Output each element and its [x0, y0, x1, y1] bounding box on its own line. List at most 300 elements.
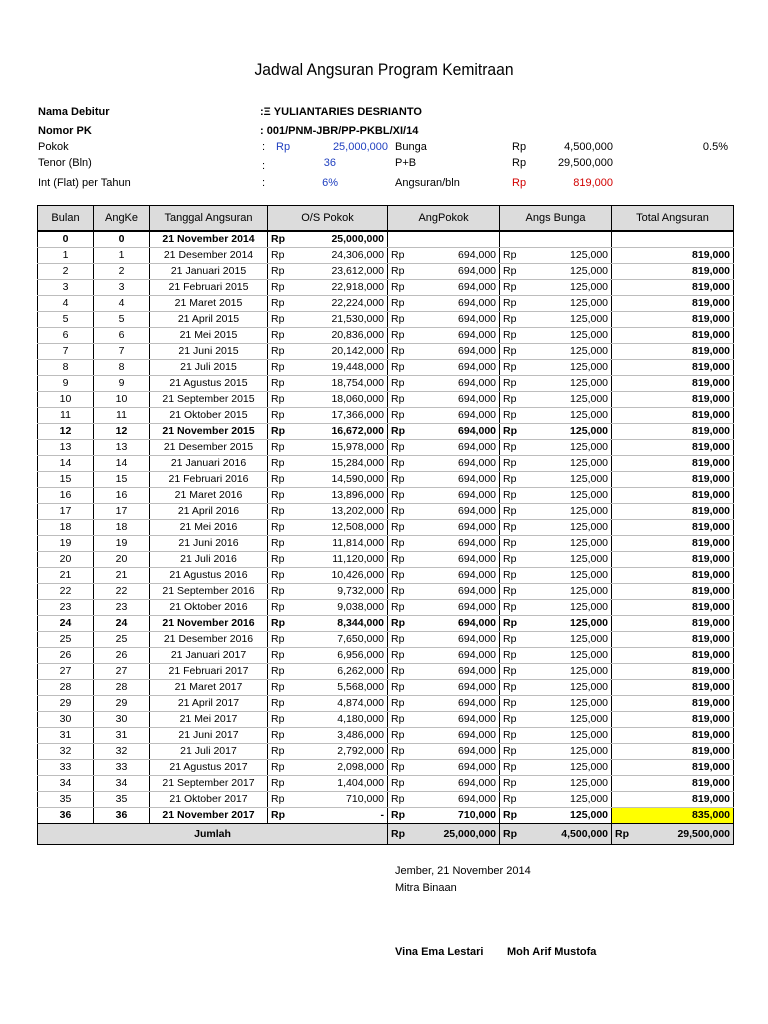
cell-bulan: 11 [38, 408, 94, 424]
pb-value: 29,500,000 [557, 157, 613, 169]
cell-angs-bunga: 125,000 [522, 728, 612, 744]
table-row [38, 584, 734, 600]
total-label: Jumlah [38, 824, 388, 845]
cell-angs-bunga [522, 231, 612, 248]
cell-bunga-rp: Rp [500, 472, 522, 488]
table-row [38, 760, 734, 776]
cell-os-rp: Rp [268, 648, 290, 664]
cell-total-angsuran: 819,000 [612, 760, 734, 776]
cell-bulan: 30 [38, 712, 94, 728]
cell-os-rp: Rp [268, 344, 290, 360]
cell-angpokok: 694,000 [410, 536, 500, 552]
nomor-pk-label: Nomor PK [38, 125, 92, 137]
cell-angke: 35 [94, 792, 150, 808]
cell-angpokok: 694,000 [410, 616, 500, 632]
cell-angpokok: 694,000 [410, 408, 500, 424]
cell-angke: 15 [94, 472, 150, 488]
cell-pokok-rp [388, 231, 410, 248]
table-row [38, 520, 734, 536]
cell-bulan: 19 [38, 536, 94, 552]
table-row [38, 440, 734, 456]
cell-os-rp: Rp [268, 408, 290, 424]
cell-os-rp: Rp [268, 728, 290, 744]
cell-total-angsuran: 819,000 [612, 696, 734, 712]
cell-bulan: 12 [38, 424, 94, 440]
cell-angs-bunga: 125,000 [522, 680, 612, 696]
cell-total-angsuran: 835,000 [612, 808, 734, 824]
cell-bunga-rp: Rp [500, 424, 522, 440]
cell-bunga-rp: Rp [500, 696, 522, 712]
cell-tanggal: 21 Maret 2016 [150, 488, 268, 504]
cell-bunga-rp: Rp [500, 408, 522, 424]
cell-bunga-rp: Rp [500, 664, 522, 680]
cell-bunga-rp: Rp [500, 728, 522, 744]
cell-bunga-rp: Rp [500, 440, 522, 456]
cell-angs-bunga: 125,000 [522, 488, 612, 504]
cell-bulan: 21 [38, 568, 94, 584]
cell-angs-bunga: 125,000 [522, 744, 612, 760]
cell-angs-bunga: 125,000 [522, 808, 612, 824]
cell-angpokok: 694,000 [410, 696, 500, 712]
schedule-table [37, 205, 734, 845]
cell-bulan: 18 [38, 520, 94, 536]
cell-bunga-rp: Rp [500, 488, 522, 504]
cell-os-pokok: 20,142,000 [290, 344, 388, 360]
col-header-angpokok: AngPokok [388, 206, 500, 232]
cell-bunga-rp: Rp [500, 776, 522, 792]
cell-angs-bunga: 125,000 [522, 360, 612, 376]
cell-bulan: 31 [38, 728, 94, 744]
cell-bunga-rp: Rp [500, 248, 522, 264]
cell-os-pokok: 4,180,000 [290, 712, 388, 728]
total-bunga-rp: Rp [500, 824, 522, 845]
bunga-value: 4,500,000 [564, 141, 613, 153]
cell-bunga-rp: Rp [500, 712, 522, 728]
cell-tanggal: 21 Oktober 2015 [150, 408, 268, 424]
cell-os-pokok: 18,754,000 [290, 376, 388, 392]
cell-os-rp: Rp [268, 280, 290, 296]
cell-bulan: 9 [38, 376, 94, 392]
table-row [38, 248, 734, 264]
cell-angpokok: 694,000 [410, 440, 500, 456]
cell-angs-bunga: 125,000 [522, 536, 612, 552]
cell-pokok-rp: Rp [388, 696, 410, 712]
cell-os-pokok: 3,486,000 [290, 728, 388, 744]
cell-bulan: 8 [38, 360, 94, 376]
cell-angke: 27 [94, 664, 150, 680]
cell-angpokok: 694,000 [410, 760, 500, 776]
cell-os-pokok: 17,366,000 [290, 408, 388, 424]
cell-tanggal: 21 Mei 2017 [150, 712, 268, 728]
cell-os-rp: Rp [268, 248, 290, 264]
col-header-angke: AngKe [94, 206, 150, 232]
cell-bunga-rp [500, 231, 522, 248]
cell-total-angsuran: 819,000 [612, 680, 734, 696]
cell-total-angsuran: 819,000 [612, 648, 734, 664]
cell-bulan: 6 [38, 328, 94, 344]
cell-os-pokok: 6,262,000 [290, 664, 388, 680]
total-angsuran [612, 824, 734, 845]
cell-angke: 5 [94, 312, 150, 328]
cell-pokok-rp: Rp [388, 680, 410, 696]
cell-total-angsuran: 819,000 [612, 280, 734, 296]
cell-total-angsuran: 819,000 [612, 376, 734, 392]
cell-bunga-rp: Rp [500, 568, 522, 584]
total-pokok-rp: Rp [388, 824, 410, 845]
cell-angpokok: 694,000 [410, 376, 500, 392]
cell-os-pokok: - [290, 808, 388, 824]
cell-tanggal: 21 November 2016 [150, 616, 268, 632]
col-header-total: Total Angsuran [612, 206, 734, 232]
cell-os-rp: Rp [268, 440, 290, 456]
cell-angpokok: 694,000 [410, 296, 500, 312]
cell-os-pokok: 1,404,000 [290, 776, 388, 792]
total-angsuran-value: 29,500,000 [677, 827, 731, 840]
table-row [38, 792, 734, 808]
cell-pokok-rp: Rp [388, 536, 410, 552]
cell-angpokok: 694,000 [410, 360, 500, 376]
cell-angs-bunga: 125,000 [522, 408, 612, 424]
cell-total-angsuran: 819,000 [612, 296, 734, 312]
cell-os-pokok: 5,568,000 [290, 680, 388, 696]
cell-total-angsuran: 819,000 [612, 456, 734, 472]
tenor-value: 36 [323, 157, 336, 169]
table-header-row [38, 206, 734, 232]
cell-angke: 31 [94, 728, 150, 744]
cell-os-pokok: 4,874,000 [290, 696, 388, 712]
table-row [38, 776, 734, 792]
cell-angke: 4 [94, 296, 150, 312]
cell-angke: 22 [94, 584, 150, 600]
cell-pokok-rp: Rp [388, 424, 410, 440]
cell-os-pokok: 22,224,000 [290, 296, 388, 312]
cell-tanggal: 21 Februari 2016 [150, 472, 268, 488]
cell-angke: 30 [94, 712, 150, 728]
cell-total-angsuran: 819,000 [612, 776, 734, 792]
cell-os-rp: Rp [268, 328, 290, 344]
cell-bulan: 23 [38, 600, 94, 616]
cell-bunga-rp: Rp [500, 744, 522, 760]
cell-os-rp: Rp [268, 792, 290, 808]
cell-bulan: 22 [38, 584, 94, 600]
cell-bunga-rp: Rp [500, 456, 522, 472]
cell-bulan: 27 [38, 664, 94, 680]
cell-angke: 1 [94, 248, 150, 264]
cell-total-angsuran: 819,000 [612, 664, 734, 680]
table-row [38, 632, 734, 648]
table-row [38, 264, 734, 280]
cell-pokok-rp: Rp [388, 808, 410, 824]
nama-debitur-value: :Ξ YULIANTARIES DESRIANTO [260, 106, 422, 118]
cell-total-angsuran: 819,000 [612, 360, 734, 376]
cell-angke: 32 [94, 744, 150, 760]
cell-os-pokok: 18,060,000 [290, 392, 388, 408]
cell-bulan: 16 [38, 488, 94, 504]
cell-total-angsuran: 819,000 [612, 616, 734, 632]
cell-bunga-rp: Rp [500, 264, 522, 280]
col-header-angs-bunga: Angs Bunga [500, 206, 612, 232]
cell-bulan: 17 [38, 504, 94, 520]
cell-tanggal: 21 Oktober 2017 [150, 792, 268, 808]
angsuran-label: Angsuran/bln [395, 177, 460, 189]
cell-bunga-rp: Rp [500, 552, 522, 568]
table-row [38, 280, 734, 296]
cell-tanggal: 21 April 2015 [150, 312, 268, 328]
cell-os-pokok: 2,792,000 [290, 744, 388, 760]
cell-angpokok: 694,000 [410, 472, 500, 488]
cell-bulan: 36 [38, 808, 94, 824]
cell-tanggal: 21 September 2016 [150, 584, 268, 600]
total-angsuran-rp: Rp [615, 827, 630, 840]
cell-pokok-rp: Rp [388, 520, 410, 536]
table-row [38, 424, 734, 440]
cell-angke: 9 [94, 376, 150, 392]
cell-os-rp: Rp [268, 632, 290, 648]
cell-pokok-rp: Rp [388, 600, 410, 616]
cell-os-pokok: 24,306,000 [290, 248, 388, 264]
cell-total-angsuran: 819,000 [612, 712, 734, 728]
pokok-colon: : [262, 141, 266, 153]
cell-os-rp: Rp [268, 231, 290, 248]
cell-os-rp: Rp [268, 568, 290, 584]
cell-angs-bunga: 125,000 [522, 760, 612, 776]
cell-tanggal: 21 Februari 2017 [150, 664, 268, 680]
cell-tanggal: 21 Maret 2015 [150, 296, 268, 312]
cell-bulan: 29 [38, 696, 94, 712]
cell-bulan: 28 [38, 680, 94, 696]
cell-pokok-rp: Rp [388, 376, 410, 392]
pokok-value: 25,000,000 [332, 141, 388, 153]
cell-pokok-rp: Rp [388, 648, 410, 664]
cell-total-angsuran: 819,000 [612, 600, 734, 616]
cell-bulan: 5 [38, 312, 94, 328]
cell-total-angsuran: 819,000 [612, 488, 734, 504]
cell-angs-bunga: 125,000 [522, 504, 612, 520]
cell-bulan: 34 [38, 776, 94, 792]
nama-debitur-label: Nama Debitur [38, 106, 110, 118]
cell-os-rp: Rp [268, 696, 290, 712]
cell-angs-bunga: 125,000 [522, 616, 612, 632]
cell-bunga-rp: Rp [500, 616, 522, 632]
col-header-os-pokok: O/S Pokok [268, 206, 388, 232]
cell-angke: 2 [94, 264, 150, 280]
cell-angke: 18 [94, 520, 150, 536]
angsuran-rp: Rp [512, 177, 527, 189]
cell-os-rp: Rp [268, 296, 290, 312]
cell-angke: 26 [94, 648, 150, 664]
cell-angke: 23 [94, 600, 150, 616]
cell-os-rp: Rp [268, 504, 290, 520]
cell-pokok-rp: Rp [388, 264, 410, 280]
cell-pokok-rp: Rp [388, 632, 410, 648]
cell-angs-bunga: 125,000 [522, 248, 612, 264]
cell-tanggal: 21 November 2017 [150, 808, 268, 824]
cell-total-angsuran: 819,000 [612, 264, 734, 280]
table-row [38, 344, 734, 360]
cell-bulan: 3 [38, 280, 94, 296]
cell-tanggal: 21 Juni 2015 [150, 344, 268, 360]
cell-angpokok: 694,000 [410, 488, 500, 504]
total-pokok: 25,000,000 [410, 824, 500, 845]
cell-os-rp: Rp [268, 776, 290, 792]
cell-total-angsuran: 819,000 [612, 504, 734, 520]
cell-bulan: 35 [38, 792, 94, 808]
cell-angs-bunga: 125,000 [522, 584, 612, 600]
total-row [38, 824, 734, 845]
table-row [38, 488, 734, 504]
cell-os-pokok: 12,508,000 [290, 520, 388, 536]
cell-tanggal: 21 Mei 2015 [150, 328, 268, 344]
table-row [38, 231, 734, 248]
cell-angke: 12 [94, 424, 150, 440]
cell-tanggal: 21 Februari 2015 [150, 280, 268, 296]
cell-angpokok: 694,000 [410, 792, 500, 808]
cell-total-angsuran: 819,000 [612, 472, 734, 488]
cell-angpokok: 694,000 [410, 424, 500, 440]
cell-os-pokok: 25,000,000 [290, 231, 388, 248]
cell-os-pokok: 11,120,000 [290, 552, 388, 568]
table-row [38, 376, 734, 392]
cell-pokok-rp: Rp [388, 248, 410, 264]
cell-os-pokok: 15,978,000 [290, 440, 388, 456]
cell-angs-bunga: 125,000 [522, 456, 612, 472]
cell-tanggal: 21 Januari 2015 [150, 264, 268, 280]
cell-os-rp: Rp [268, 456, 290, 472]
cell-os-rp: Rp [268, 616, 290, 632]
cell-total-angsuran: 819,000 [612, 520, 734, 536]
cell-angs-bunga: 125,000 [522, 792, 612, 808]
cell-os-pokok: 8,344,000 [290, 616, 388, 632]
cell-total-angsuran [612, 231, 734, 248]
cell-angs-bunga: 125,000 [522, 520, 612, 536]
cell-angke: 10 [94, 392, 150, 408]
cell-bulan: 26 [38, 648, 94, 664]
cell-os-pokok: 13,896,000 [290, 488, 388, 504]
cell-os-pokok: 2,098,000 [290, 760, 388, 776]
cell-tanggal: 21 November 2014 [150, 231, 268, 248]
cell-angs-bunga: 125,000 [522, 376, 612, 392]
cell-os-pokok: 19,448,000 [290, 360, 388, 376]
cell-os-pokok: 23,612,000 [290, 264, 388, 280]
cell-bulan: 4 [38, 296, 94, 312]
table-row [38, 680, 734, 696]
cell-os-pokok: 16,672,000 [290, 424, 388, 440]
cell-os-pokok: 10,426,000 [290, 568, 388, 584]
cell-angs-bunga: 125,000 [522, 440, 612, 456]
cell-pokok-rp: Rp [388, 328, 410, 344]
cell-angs-bunga: 125,000 [522, 312, 612, 328]
cell-pokok-rp: Rp [388, 584, 410, 600]
cell-pokok-rp: Rp [388, 344, 410, 360]
cell-bulan: 0 [38, 231, 94, 248]
cell-os-pokok: 22,918,000 [290, 280, 388, 296]
cell-angpokok: 694,000 [410, 712, 500, 728]
cell-pokok-rp: Rp [388, 744, 410, 760]
cell-os-rp: Rp [268, 552, 290, 568]
bunga-rp: Rp [512, 141, 527, 153]
cell-bulan: 2 [38, 264, 94, 280]
cell-bunga-rp: Rp [500, 808, 522, 824]
cell-angs-bunga: 125,000 [522, 296, 612, 312]
cell-pokok-rp: Rp [388, 504, 410, 520]
cell-angs-bunga: 125,000 [522, 600, 612, 616]
cell-angs-bunga: 125,000 [522, 664, 612, 680]
cell-total-angsuran: 819,000 [612, 568, 734, 584]
cell-tanggal: 21 Mei 2016 [150, 520, 268, 536]
cell-tanggal: 21 September 2015 [150, 392, 268, 408]
cell-tanggal: 21 Maret 2017 [150, 680, 268, 696]
cell-os-rp: Rp [268, 664, 290, 680]
cell-angs-bunga: 125,000 [522, 712, 612, 728]
cell-os-pokok: 9,038,000 [290, 600, 388, 616]
cell-bunga-rp: Rp [500, 344, 522, 360]
cell-os-rp: Rp [268, 808, 290, 824]
cell-total-angsuran: 819,000 [612, 392, 734, 408]
cell-pokok-rp: Rp [388, 488, 410, 504]
table-row [38, 648, 734, 664]
cell-os-rp: Rp [268, 488, 290, 504]
pokok-label: Pokok [38, 141, 69, 153]
cell-total-angsuran: 819,000 [612, 792, 734, 808]
cell-tanggal: 21 April 2017 [150, 696, 268, 712]
cell-tanggal: 21 April 2016 [150, 504, 268, 520]
cell-angpokok: 694,000 [410, 600, 500, 616]
cell-tanggal: 21 Juli 2015 [150, 360, 268, 376]
cell-angke: 11 [94, 408, 150, 424]
cell-angke: 3 [94, 280, 150, 296]
cell-bunga-rp: Rp [500, 760, 522, 776]
cell-angpokok: 694,000 [410, 584, 500, 600]
cell-angs-bunga: 125,000 [522, 472, 612, 488]
cell-bulan: 1 [38, 248, 94, 264]
cell-angpokok: 694,000 [410, 264, 500, 280]
table-row [38, 712, 734, 728]
cell-total-angsuran: 819,000 [612, 424, 734, 440]
bunga-label: Bunga [395, 141, 427, 153]
cell-os-rp: Rp [268, 392, 290, 408]
cell-angke: 21 [94, 568, 150, 584]
cell-angpokok: 694,000 [410, 664, 500, 680]
cell-angpokok: 694,000 [410, 456, 500, 472]
cell-tanggal: 21 Juni 2017 [150, 728, 268, 744]
cell-tanggal: 21 Desember 2016 [150, 632, 268, 648]
bunga-rate: 0.5% [702, 141, 728, 153]
cell-bunga-rp: Rp [500, 296, 522, 312]
cell-angpokok: 694,000 [410, 728, 500, 744]
place-date: Jember, 21 November 2014 [395, 865, 531, 877]
table-row [38, 552, 734, 568]
cell-os-rp: Rp [268, 536, 290, 552]
table-row [38, 296, 734, 312]
cell-angpokok: 694,000 [410, 552, 500, 568]
cell-angpokok: 694,000 [410, 280, 500, 296]
cell-os-pokok: 7,650,000 [290, 632, 388, 648]
cell-angpokok: 710,000 [410, 808, 500, 824]
cell-os-pokok: 15,284,000 [290, 456, 388, 472]
pokok-rp: Rp [276, 141, 291, 153]
tenor-label: Tenor (Bln) [38, 157, 92, 169]
cell-pokok-rp: Rp [388, 296, 410, 312]
cell-angpokok: 694,000 [410, 312, 500, 328]
cell-pokok-rp: Rp [388, 616, 410, 632]
cell-angs-bunga: 125,000 [522, 552, 612, 568]
cell-bunga-rp: Rp [500, 360, 522, 376]
cell-pokok-rp: Rp [388, 408, 410, 424]
cell-angs-bunga: 125,000 [522, 648, 612, 664]
cell-os-rp: Rp [268, 264, 290, 280]
cell-angpokok: 694,000 [410, 504, 500, 520]
cell-angpokok: 694,000 [410, 248, 500, 264]
